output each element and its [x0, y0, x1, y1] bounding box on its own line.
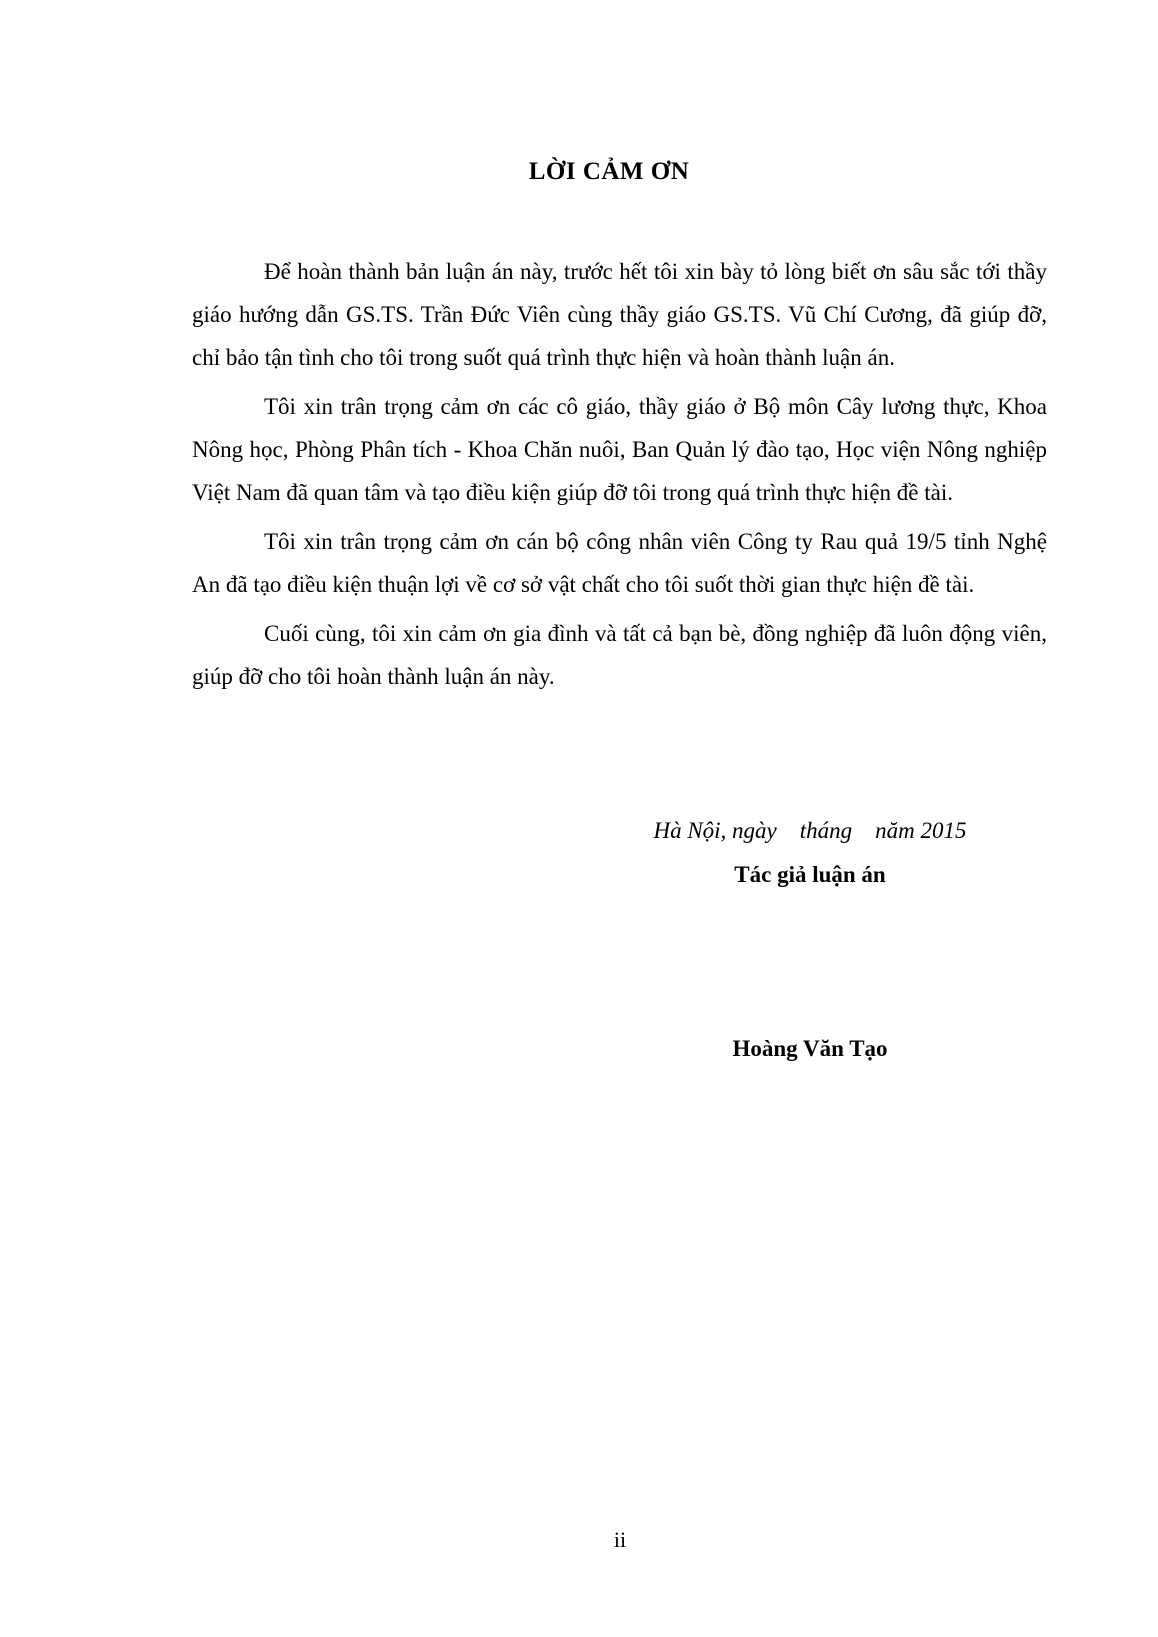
author-role: Tác giả luận án	[734, 862, 886, 887]
date-line: Hà Nội, ngày tháng năm 2015	[653, 818, 967, 843]
paragraph-2: Tôi xin trân trọng cảm ơn các cô giáo, thầy giáo ở Bộ môn Cây lương thực, Khoa Nông học, Phòng Phân tích - Khoa Chăn nuôi, Ban Quản lý đào tạo, Học viện Nông nghiệp Việt Nam đã quan tâm và tạo điều kiện giúp đỡ tôi trong quá trình thực hiện đề tài.	[192, 394, 1047, 505]
page-number: ii	[613, 1527, 627, 1552]
paragraph-1: Để hoàn thành bản luận án này, trước hết tôi xin bày tỏ lòng biết ơn sâu sắc tới thầy giáo hướng dẫn GS.TS. Trần Đức Viên cùng thầy giáo GS.TS. Vũ Chí Cương, đã giúp đỡ, chỉ bảo tận tình cho tôi trong suốt quá trình thực hiện và hoàn thành luận án.	[192, 259, 1047, 370]
page-title: LỜI CẢM ƠN	[528, 158, 690, 185]
author-name: Hoàng Văn Tạo	[732, 1036, 888, 1061]
paragraph-4: Cuối cùng, tôi xin cảm ơn gia đình và tất cả bạn bè, đồng nghiệp đã luôn động viên, giúp đỡ cho tôi hoàn thành luận án này.	[192, 621, 1047, 689]
paragraph-3: Tôi xin trân trọng cảm ơn cán bộ công nhân viên Công ty Rau quả 19/5 tỉnh Nghệ An đã tạo điều kiện thuận lợi về cơ sở vật chất cho tôi suốt thời gian thực hiện đề tài.	[192, 529, 1047, 597]
acknowledgement-body	[192, 250, 1047, 704]
